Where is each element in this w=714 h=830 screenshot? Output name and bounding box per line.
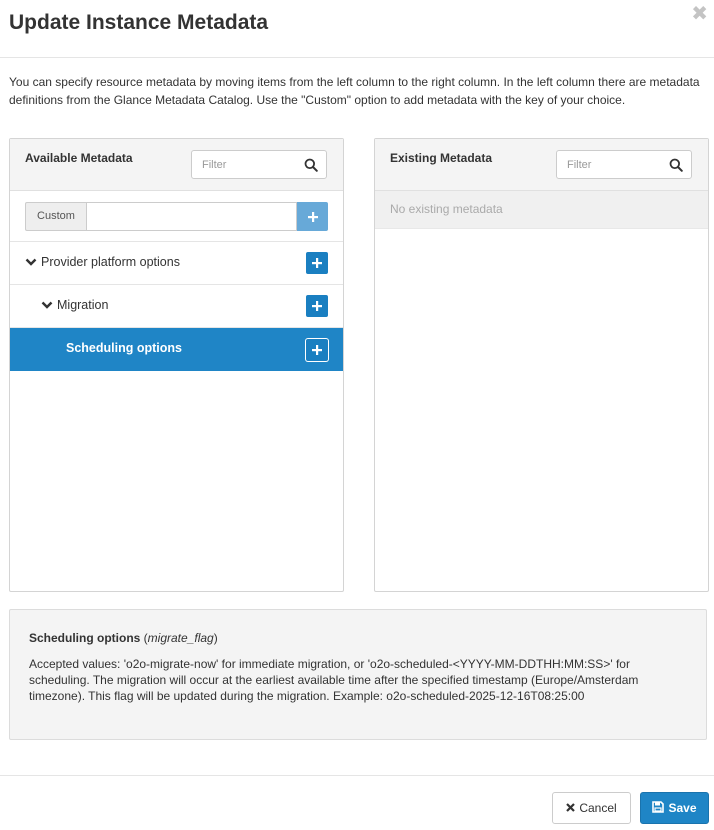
- description-name: Scheduling options: [29, 631, 141, 645]
- description-text: Accepted values: 'o2o-migrate-now' for immediate migration, or 'o2o-scheduled-<YYYY-MM-DDTHH:MM:SS>' for scheduling. The migration will occur at the earliest available time after the specified timestamp (Europe/Amsterdam timezone). This flag will be updated during the migration. Example: o2o-scheduled-2025-12-16T08:25:00: [29, 657, 639, 703]
- available-metadata-title: Available Metadata: [25, 151, 133, 165]
- save-button[interactable]: [640, 792, 709, 824]
- tree-item-migration[interactable]: [10, 285, 343, 328]
- chevron-down-icon[interactable]: [25, 257, 37, 267]
- add-provider-platform-options-button[interactable]: [306, 252, 328, 274]
- existing-filter: [556, 150, 692, 179]
- available-panel-header: [10, 139, 343, 191]
- custom-add-button[interactable]: [297, 202, 328, 231]
- existing-metadata-title: Existing Metadata: [390, 151, 493, 165]
- save-label: Save: [668, 801, 697, 815]
- modal-title: Update Instance Metadata: [9, 11, 269, 34]
- tree-item-label: Scheduling options: [66, 341, 182, 355]
- existing-filter-input[interactable]: [557, 151, 677, 178]
- modal-footer: [0, 775, 714, 830]
- search-icon[interactable]: [304, 158, 318, 172]
- cancel-label: Cancel: [579, 801, 617, 815]
- plus-icon: [312, 258, 322, 268]
- available-filter-input[interactable]: [192, 151, 312, 178]
- tree-item-label: Migration: [57, 298, 109, 312]
- description-title: Scheduling options (migrate_flag): [29, 631, 218, 645]
- available-filter: [191, 150, 327, 179]
- search-icon[interactable]: [669, 158, 683, 172]
- existing-metadata-panel: [374, 138, 709, 592]
- description-key: migrate_flag: [147, 631, 214, 645]
- add-migration-button[interactable]: [306, 295, 328, 317]
- custom-label: Custom: [25, 202, 86, 231]
- custom-row: [10, 191, 343, 242]
- tree-item-provider-platform-options[interactable]: [10, 242, 343, 285]
- plus-icon: [312, 345, 322, 355]
- intro-text: You can specify resource metadata by moving items from the left column to the right column. In the left column there are metadata definitions from the Glance Metadata Catalog. Use the "Custom" option to add metadata with the key of your choice.: [9, 75, 700, 107]
- modal-header: [0, 0, 714, 58]
- close-icon[interactable]: ✖: [691, 3, 708, 25]
- custom-key-input[interactable]: [86, 202, 297, 231]
- cancel-button[interactable]: [552, 792, 631, 824]
- close-icon: [566, 803, 575, 812]
- metadata-description: [9, 609, 707, 740]
- no-existing-metadata-text: No existing metadata: [375, 191, 708, 229]
- tree-item-scheduling-options[interactable]: [10, 328, 343, 371]
- available-metadata-panel: [9, 138, 344, 592]
- plus-icon: [308, 212, 318, 222]
- existing-panel-header: [375, 139, 708, 191]
- add-scheduling-options-button[interactable]: [306, 339, 328, 361]
- tree-item-label: Provider platform options: [41, 255, 180, 269]
- chevron-down-icon[interactable]: [41, 300, 53, 310]
- save-icon: [652, 801, 664, 813]
- plus-icon: [312, 301, 322, 311]
